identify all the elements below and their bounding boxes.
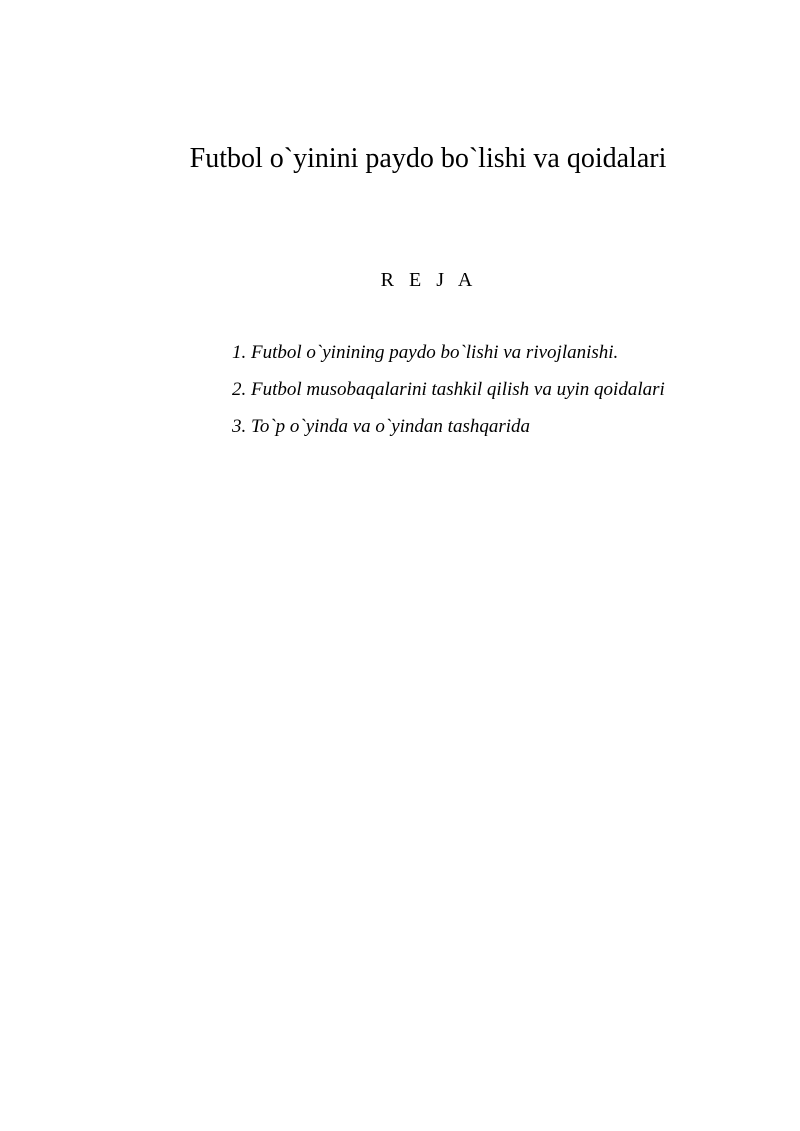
document-title: Futbol o`yinini paydo bo`lishi va qoidalari (189, 143, 667, 174)
plan-list (232, 338, 665, 449)
plan-item: 2. Futbol musobaqalarini tashkil qilish va uyin qoidalari (232, 379, 665, 400)
plan-item: 1. Futbol o`yinining paydo bo`lishi va rivojlanishi. (232, 342, 619, 363)
plan-heading: R E J A (380, 269, 478, 291)
plan-item: 3. To`p o`yinda va o`yindan tashqarida (232, 416, 531, 437)
